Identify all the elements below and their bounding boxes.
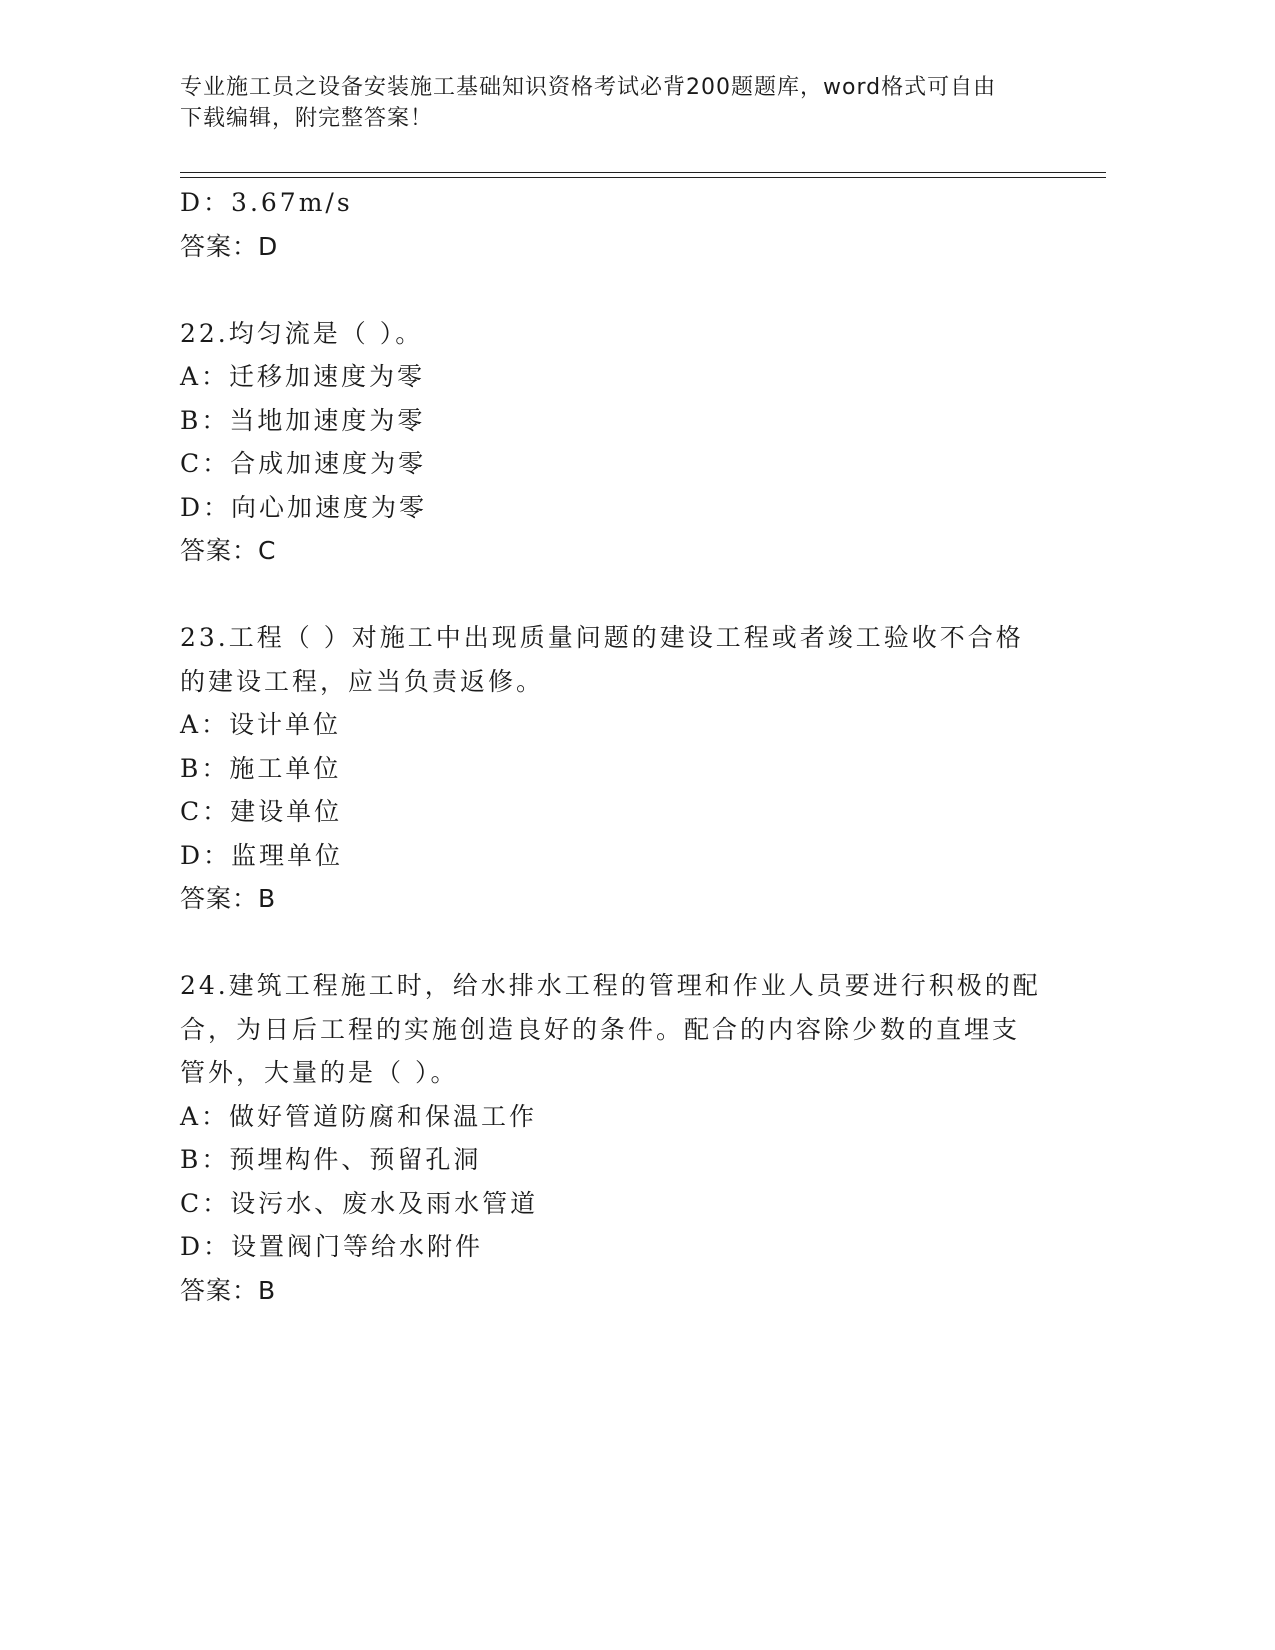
option-a: A：做好管道防腐和保温工作	[180, 1101, 538, 1131]
spacer	[180, 268, 1040, 312]
header-divider-bottom	[180, 177, 1106, 178]
option-c: C：合成加速度为零	[180, 449, 427, 478]
header-line-1: 专业施工员之设备安装施工基础知识资格考试必背200题题库，word格式可自由	[180, 75, 997, 100]
option-d: D：3.67m/s	[180, 188, 353, 217]
spacer	[180, 921, 1040, 965]
answer: 答案：B	[180, 1275, 277, 1305]
spacer	[180, 573, 1040, 617]
question-text: 24.建筑工程施工时，给水排水工程的管理和作业人员要进行积极的配	[180, 971, 1041, 1000]
header-divider-top	[180, 172, 1106, 173]
option-d: D：向心加速度为零	[180, 492, 428, 522]
page-header	[180, 72, 1040, 134]
question-text: 23.工程（ ）对施工中出现质量问题的建设工程或者竣工验收不合格	[180, 623, 1024, 652]
question-text: 管外，大量的是（ ）。	[180, 1058, 459, 1087]
answer: 答案：D	[180, 231, 279, 261]
option-a: A：设计单位	[180, 710, 342, 739]
option-d: D：监理单位	[180, 840, 344, 870]
document-body	[180, 181, 1040, 1312]
answer: 答案：B	[180, 884, 277, 913]
question-stem	[180, 616, 1040, 703]
question-text: 22.均匀流是（ ）。	[180, 318, 424, 348]
header-line-2: 下载编辑，附完整答案！	[180, 106, 434, 131]
question-block	[180, 312, 1040, 573]
option-a: A：迁移加速度为零	[180, 362, 426, 391]
answer: 答案：C	[180, 536, 277, 565]
question-block	[180, 964, 1040, 1312]
question-block	[180, 616, 1040, 921]
option-d: D：设置阀门等给水附件	[180, 1232, 484, 1261]
question-text: 合，为日后工程的实施创造良好的条件。配合的内容除少数的直埋支	[180, 1014, 1021, 1044]
option-b: B：施工单位	[180, 753, 342, 783]
question-stem	[180, 964, 1040, 1095]
option-b: B：预埋构件、预留孔洞	[180, 1145, 482, 1174]
option-b: B：当地加速度为零	[180, 405, 426, 435]
question-stem	[180, 312, 1040, 356]
question-text: 的建设工程，应当负责返修。	[180, 666, 545, 696]
option-c: C：设污水、废水及雨水管道	[180, 1188, 539, 1218]
option-c: C：建设单位	[180, 797, 343, 826]
